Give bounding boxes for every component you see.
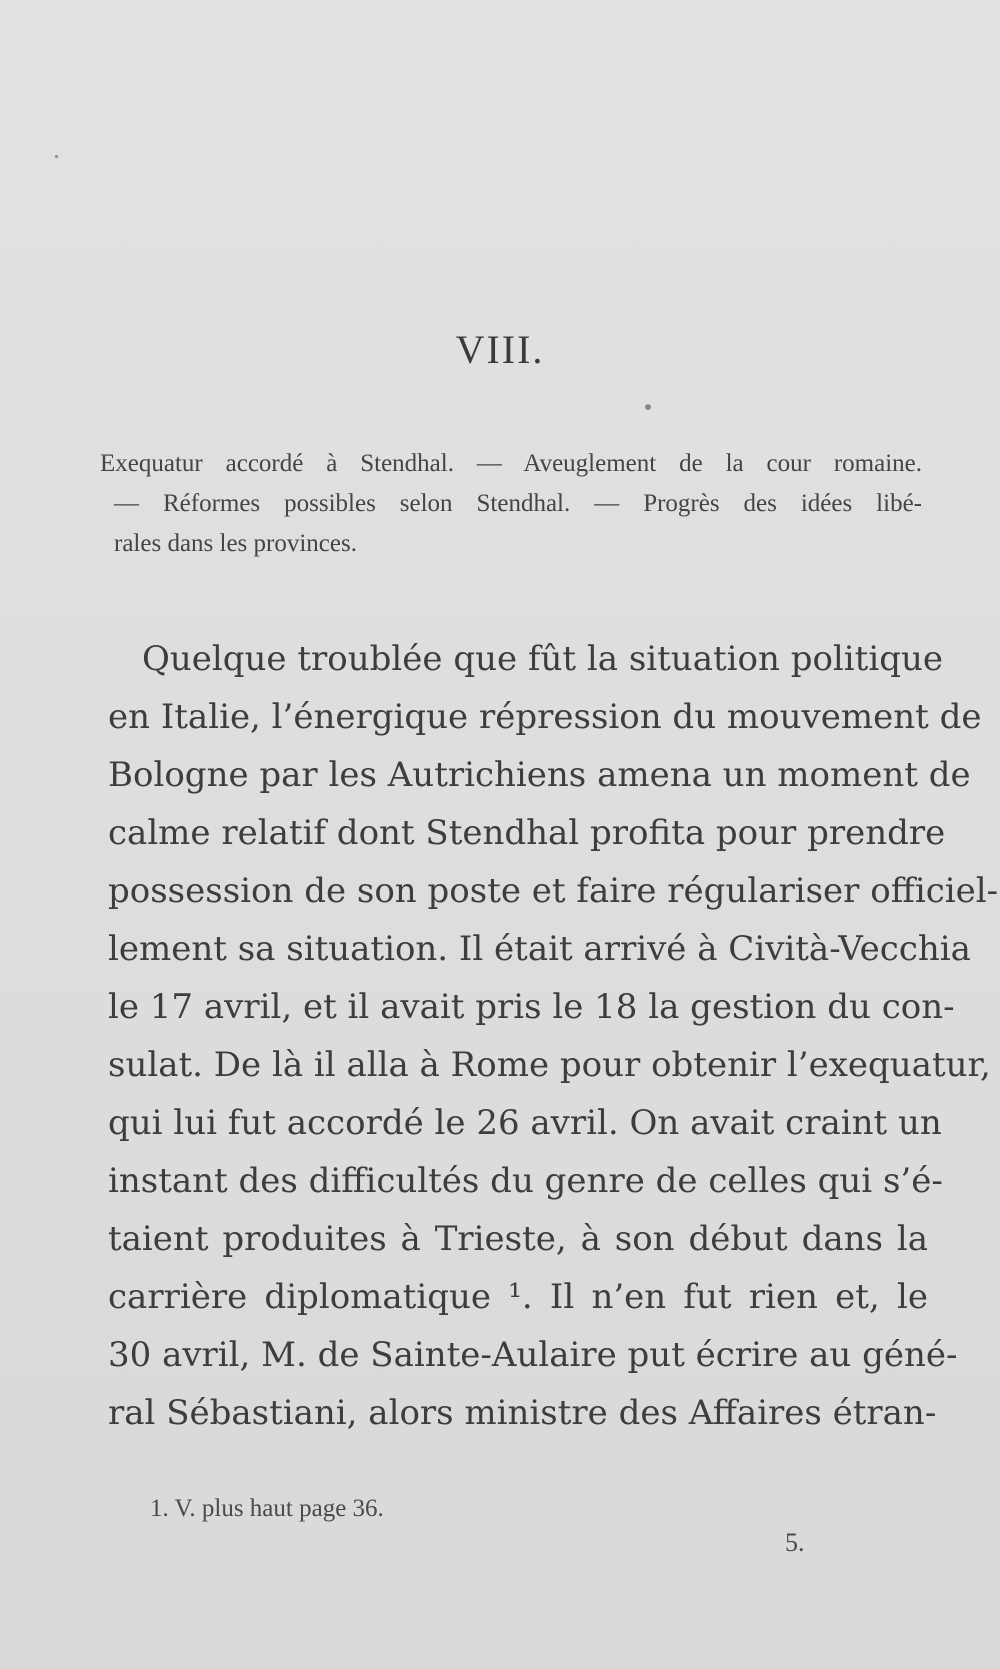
body-line: taient produites à Trieste, à son début dans la xyxy=(108,1219,928,1259)
body-line: Bologne par les Autrichiens amena un moment de xyxy=(108,755,971,795)
body-line: Quelque troublée que fût la situation politique xyxy=(142,639,943,679)
footnote: 1. V. plus haut page 36. xyxy=(150,1495,384,1522)
body-paragraph xyxy=(108,630,999,1442)
summary-line: — Réformes possibles selon Stendhal. — Progrès des idées libé- xyxy=(114,490,922,517)
body-line: carrière diplomatique ¹. Il n’en fut rien et, le xyxy=(108,1277,928,1317)
summary-line: rales dans les provinces. xyxy=(114,530,357,557)
body-line: lement sa situation. Il était arrivé à Cività-Vecchia xyxy=(108,929,971,969)
body-line: calme relatif dont Stendhal profita pour prendre xyxy=(108,813,946,853)
paper-speck xyxy=(645,404,651,410)
body-line: en Italie, l’énergique répression du mouvement de xyxy=(108,697,982,737)
page-number: 5. xyxy=(785,1528,805,1557)
summary-line: Exequatur accordé à Stendhal. — Aveuglement de la cour romaine. xyxy=(100,450,922,477)
body-line: sulat. De là il alla à Rome pour obtenir l’exequatur, xyxy=(108,1045,991,1085)
body-line: ral Sébastiani, alors ministre des Affaires étran- xyxy=(108,1393,937,1433)
chapter-summary xyxy=(100,444,922,564)
body-line: qui lui fut accordé le 26 avril. On avait craint un xyxy=(108,1103,942,1143)
chapter-number: VIII. xyxy=(455,327,545,372)
body-line: le 17 avril, et il avait pris le 18 la gestion du con- xyxy=(108,987,955,1027)
body-line: instant des difficultés du genre de celles qui s’é- xyxy=(108,1161,943,1201)
body-line: 30 avril, M. de Sainte-Aulaire put écrire au géné- xyxy=(108,1335,958,1375)
body-line: possession de son poste et faire régulariser officiel- xyxy=(108,871,999,911)
paper-speck xyxy=(55,155,58,158)
